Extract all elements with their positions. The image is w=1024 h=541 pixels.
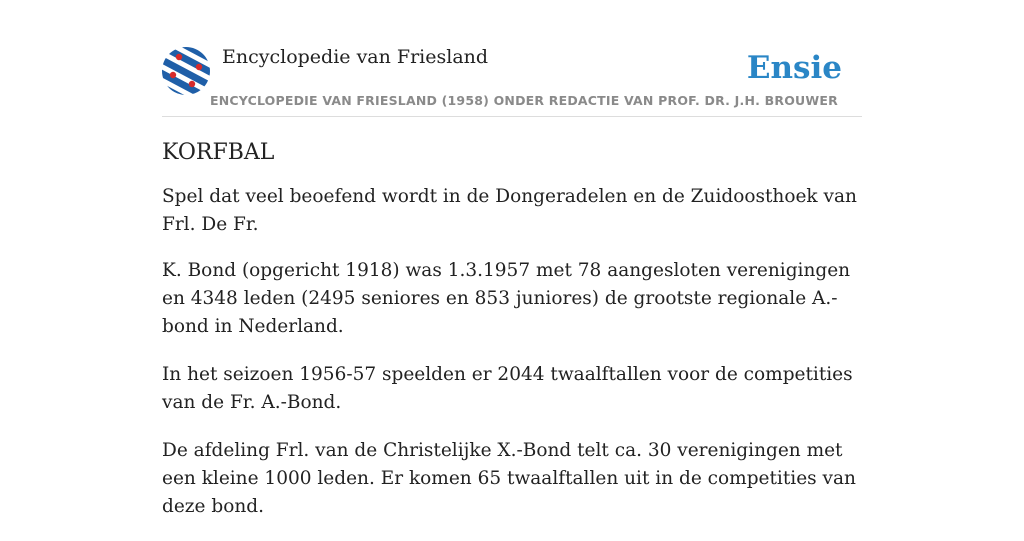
site-title[interactable]: Encyclopedie van Friesland	[222, 46, 489, 68]
article-paragraph: Spel dat veel beoefend wordt in de Dongeradelen en de Zuidoosthoek van Frl. De Fr.	[162, 186, 857, 235]
site-header	[162, 44, 862, 117]
ensie-brand-logo[interactable]: Ensie	[746, 50, 842, 86]
article	[162, 140, 862, 541]
article-title: KORFBAL	[162, 140, 275, 165]
frisian-flag-icon[interactable]	[162, 47, 210, 95]
encyclopedia-subtitle: ENCYCLOPEDIE VAN FRIESLAND (1958) ONDER REDACTIE VAN PROF. DR. J.H. BROUWER	[210, 93, 838, 108]
article-paragraph: De afdeling Frl. van de Christelijke X.-Bond telt ca. 30 verenigingen met een kleine 1000 leden. Er komen 65 twaalftallen uit in de competities van deze bond.	[162, 440, 856, 517]
article-paragraph: In het seizoen 1956-57 speelden er 2044 twaalftallen voor de competities van de Fr. A.-Bond.	[162, 364, 853, 413]
article-paragraph: K. Bond (opgericht 1918) was 1.3.1957 met 78 aangesloten verenigingen en 4348 leden (2495 seniores en 853 juniores) de grootste regionale A.-bond in Nederland.	[162, 260, 851, 337]
